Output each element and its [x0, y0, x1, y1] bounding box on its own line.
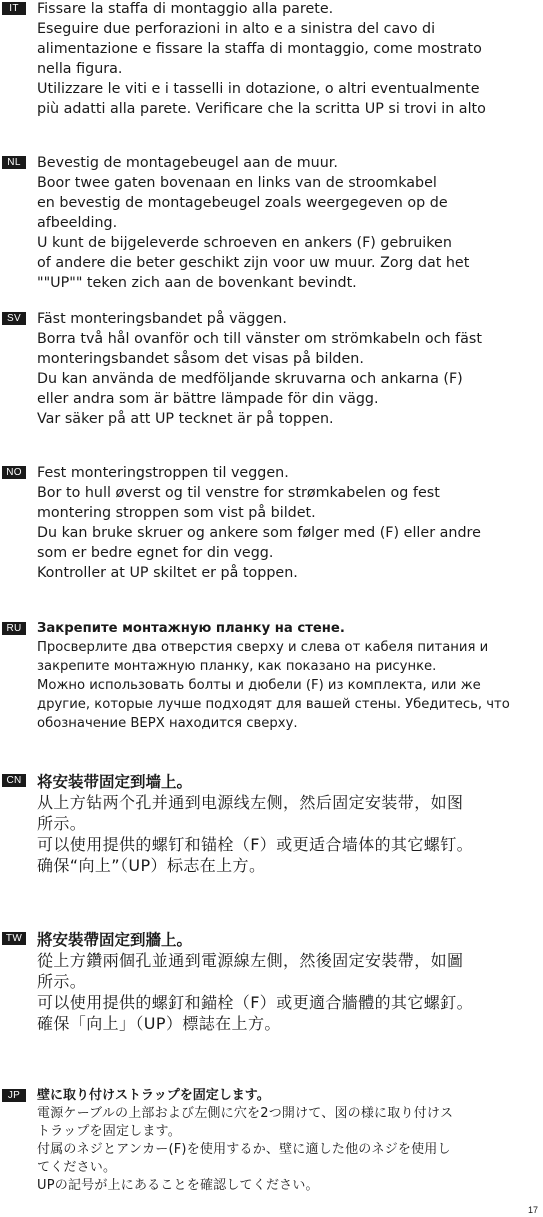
section-body-ru: Просверлите два отверстия сверху и слева от кабеля питания и закрепите монтажную планку, как показано на рисунке. Можно использовать болты и дюбели (F) из комплекта, или же другие, которые лучше подходят для вашей стены. Убедитесь, что обозначение ВЕРХ находится сверху.	[37, 640, 510, 731]
section-body-cn: 从上方钻两个孔并通到电源线左侧，然后固定安装带，如图 所示。 可以使用提供的螺钉和锚栓（F）或更适合墙体的其它螺钉。 确保“向上”（UP）标志在上方。	[37, 793, 474, 875]
section-body-nl: Boor twee gaten bovenaan en links van de stroomkabel en bevestig de montagebeugel zoals weergegeven op de afbeelding. U kunt de bijgeleverde schroeven en ankers (F) gebruiken of andere die beter geschikt zijn voor uw muur. Zorg dat het ""UP"" teken zich aan de bovenkant bevindt.	[37, 175, 470, 291]
section-body-no: Bor to hull øverst og til venstre for strømkabelen og fest montering stroppen som vist på bildet. Du kan bruke skruer og ankere som følger med (F) eller andre som er bedre egnet for din vegg. Kontroller at UP skiltet er på toppen.	[37, 485, 481, 581]
language-badge-nl: NL	[2, 156, 26, 169]
section-title-sv: Fäst monteringsbandet på väggen.	[37, 311, 287, 327]
section-body-it: Eseguire due perforazioni in alto e a sinistra del cavo di alimentazione e fissare la staffa di montaggio, come mostrato nella figura. Utilizzare le viti e i tasselli in dotazione, o altri eventualmente più adatti alla parete. Verificare che la scritta UP si trovi in alto	[37, 21, 486, 117]
language-badge-tw: TW	[2, 932, 26, 945]
language-badge-cn: CN	[2, 774, 26, 787]
section-title-jp: 壁に取り付けストラップを固定します。	[37, 1088, 270, 1103]
language-badge-jp: JP	[2, 1089, 26, 1102]
section-title-cn: 将安装带固定到墙上。	[37, 773, 193, 791]
section-body-sv: Borra två hål ovanför och till vänster om strömkabeln och fäst monteringsbandet såsom det visas på bilden. Du kan använda de medföljande skruvarna och ankarna (F) eller andra som är bättre lämpade för din vägg. Var säker på att UP tecknet är på toppen.	[37, 331, 482, 427]
language-badge-sv: SV	[2, 312, 26, 325]
section-title-no: Fest monteringstroppen til veggen.	[37, 465, 289, 481]
section-title-it: Fissare la staffa di montaggio alla parete.	[37, 1, 334, 17]
section-title-tw: 將安裝帶固定到牆上。	[37, 931, 193, 949]
language-badge-ru: RU	[2, 622, 26, 635]
language-badge-it: IT	[2, 2, 26, 15]
section-body-tw: 從上方鑽兩個孔並通到電源線左側，然後固定安裝帶，如圖 所示。 可以使用提供的螺釘和錨栓（F）或更適合牆體的其它螺釘。 確保「向上」（UP）標誌在上方。	[37, 951, 474, 1033]
page-number: 17	[527, 1205, 538, 1215]
section-body-jp: 電源ケーブルの上部および左側に穴を2つ開けて、図の様に取り付けス トラップを固定します。 付属のネジとアンカー(F)を使用するか、壁に適した他のネジを使用し てください。 UPの記号が上にあることを確認してください。	[37, 1106, 454, 1193]
language-badge-no: NO	[2, 466, 26, 479]
section-title-ru: Закрепите монтажную планку на стене.	[37, 621, 345, 636]
section-title-nl: Bevestig de montagebeugel aan de muur.	[37, 155, 338, 171]
